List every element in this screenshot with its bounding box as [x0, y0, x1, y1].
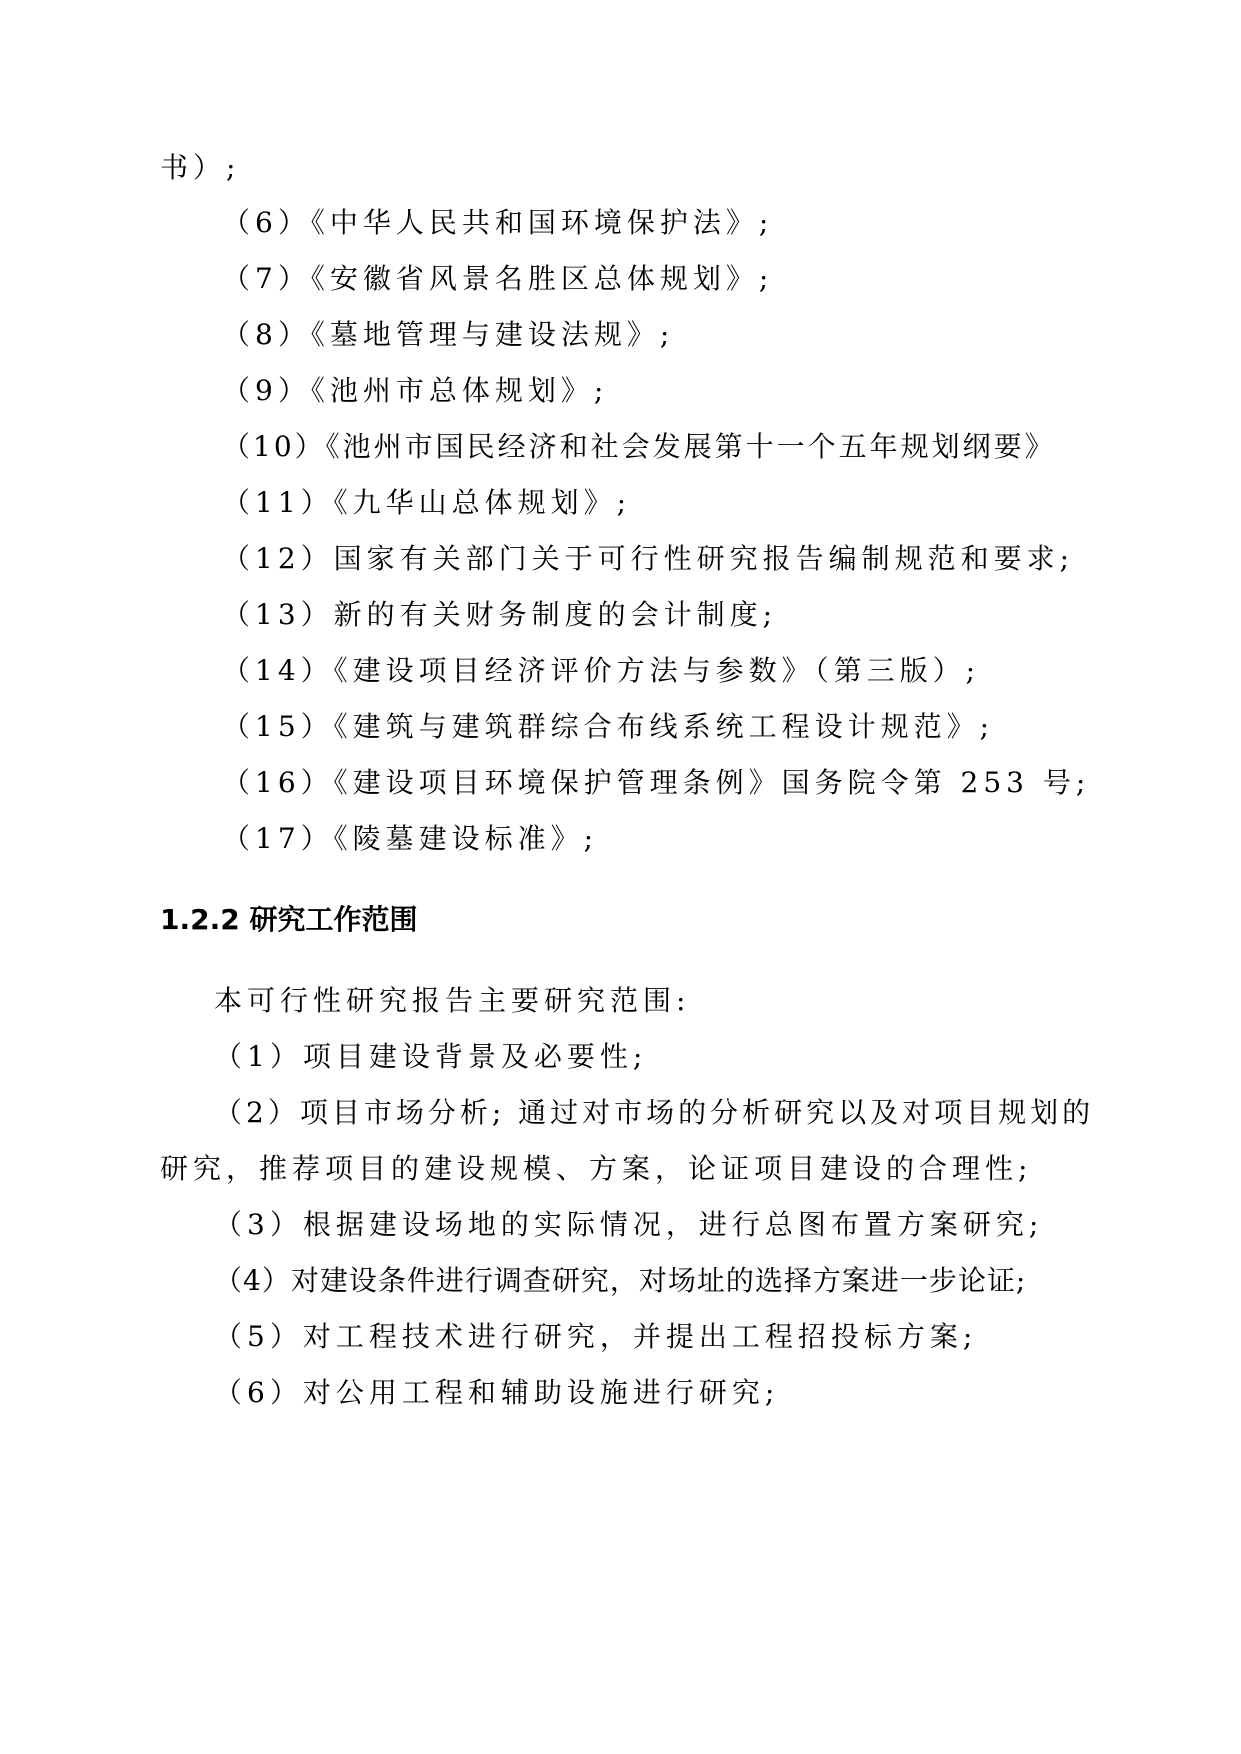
scope-item: （4）对建设条件进行调查研究，对场址的选择方案进一步论证;: [214, 1264, 1027, 1297]
reference-item: （12）国家有关部门关于可行性研究报告编制规范和要求;: [222, 542, 1075, 575]
reference-item: （13）新的有关财务制度的会计制度;: [222, 598, 778, 631]
scope-item: （5）对工程技术进行研究，并提出工程招投标方案;: [214, 1320, 978, 1353]
continuation-text: 书）;: [160, 151, 241, 184]
scope-item: （1）项目建设背景及必要性;: [214, 1040, 648, 1073]
scope-item: （6）对公用工程和辅助设施进行研究;: [214, 1376, 780, 1409]
reference-item: （10）《池州市国民经济和社会发展第十一个五年规划纲要》: [222, 430, 1056, 463]
reference-item: （6）《中华人民共和国环境保护法》;: [222, 206, 774, 239]
reference-item: （16）《建设项目环境保护管理条例》国务院令第 253 号;: [222, 766, 1091, 799]
reference-item: （17）《陵墓建设标准》;: [222, 822, 599, 855]
reference-item: （9）《池州市总体规划》;: [222, 374, 609, 407]
reference-item: （14）《建设项目经济评价方法与参数》（第三版）;: [222, 654, 981, 687]
reference-item: （11）《九华山总体规划》;: [222, 486, 632, 519]
reference-item: （7）《安徽省风景名胜区总体规划》;: [222, 262, 774, 295]
section-heading: 1.2.2 研究工作范围: [160, 903, 418, 936]
scope-item: （3）根据建设场地的实际情况，进行总图布置方案研究;: [214, 1208, 1044, 1241]
reference-item: （15）《建筑与建筑群综合布线系统工程设计规范》;: [222, 710, 995, 743]
scope-item: （2）项目市场分析; 通过对市场的分析研究以及对项目规划的: [214, 1096, 1095, 1129]
scope-intro: 本可行性研究报告主要研究范围:: [214, 984, 691, 1017]
scope-item-continuation: 研究，推荐项目的建设规模、方案，论证项目建设的合理性;: [160, 1152, 1033, 1185]
reference-item: （8）《墓地管理与建设法规》;: [222, 318, 675, 351]
